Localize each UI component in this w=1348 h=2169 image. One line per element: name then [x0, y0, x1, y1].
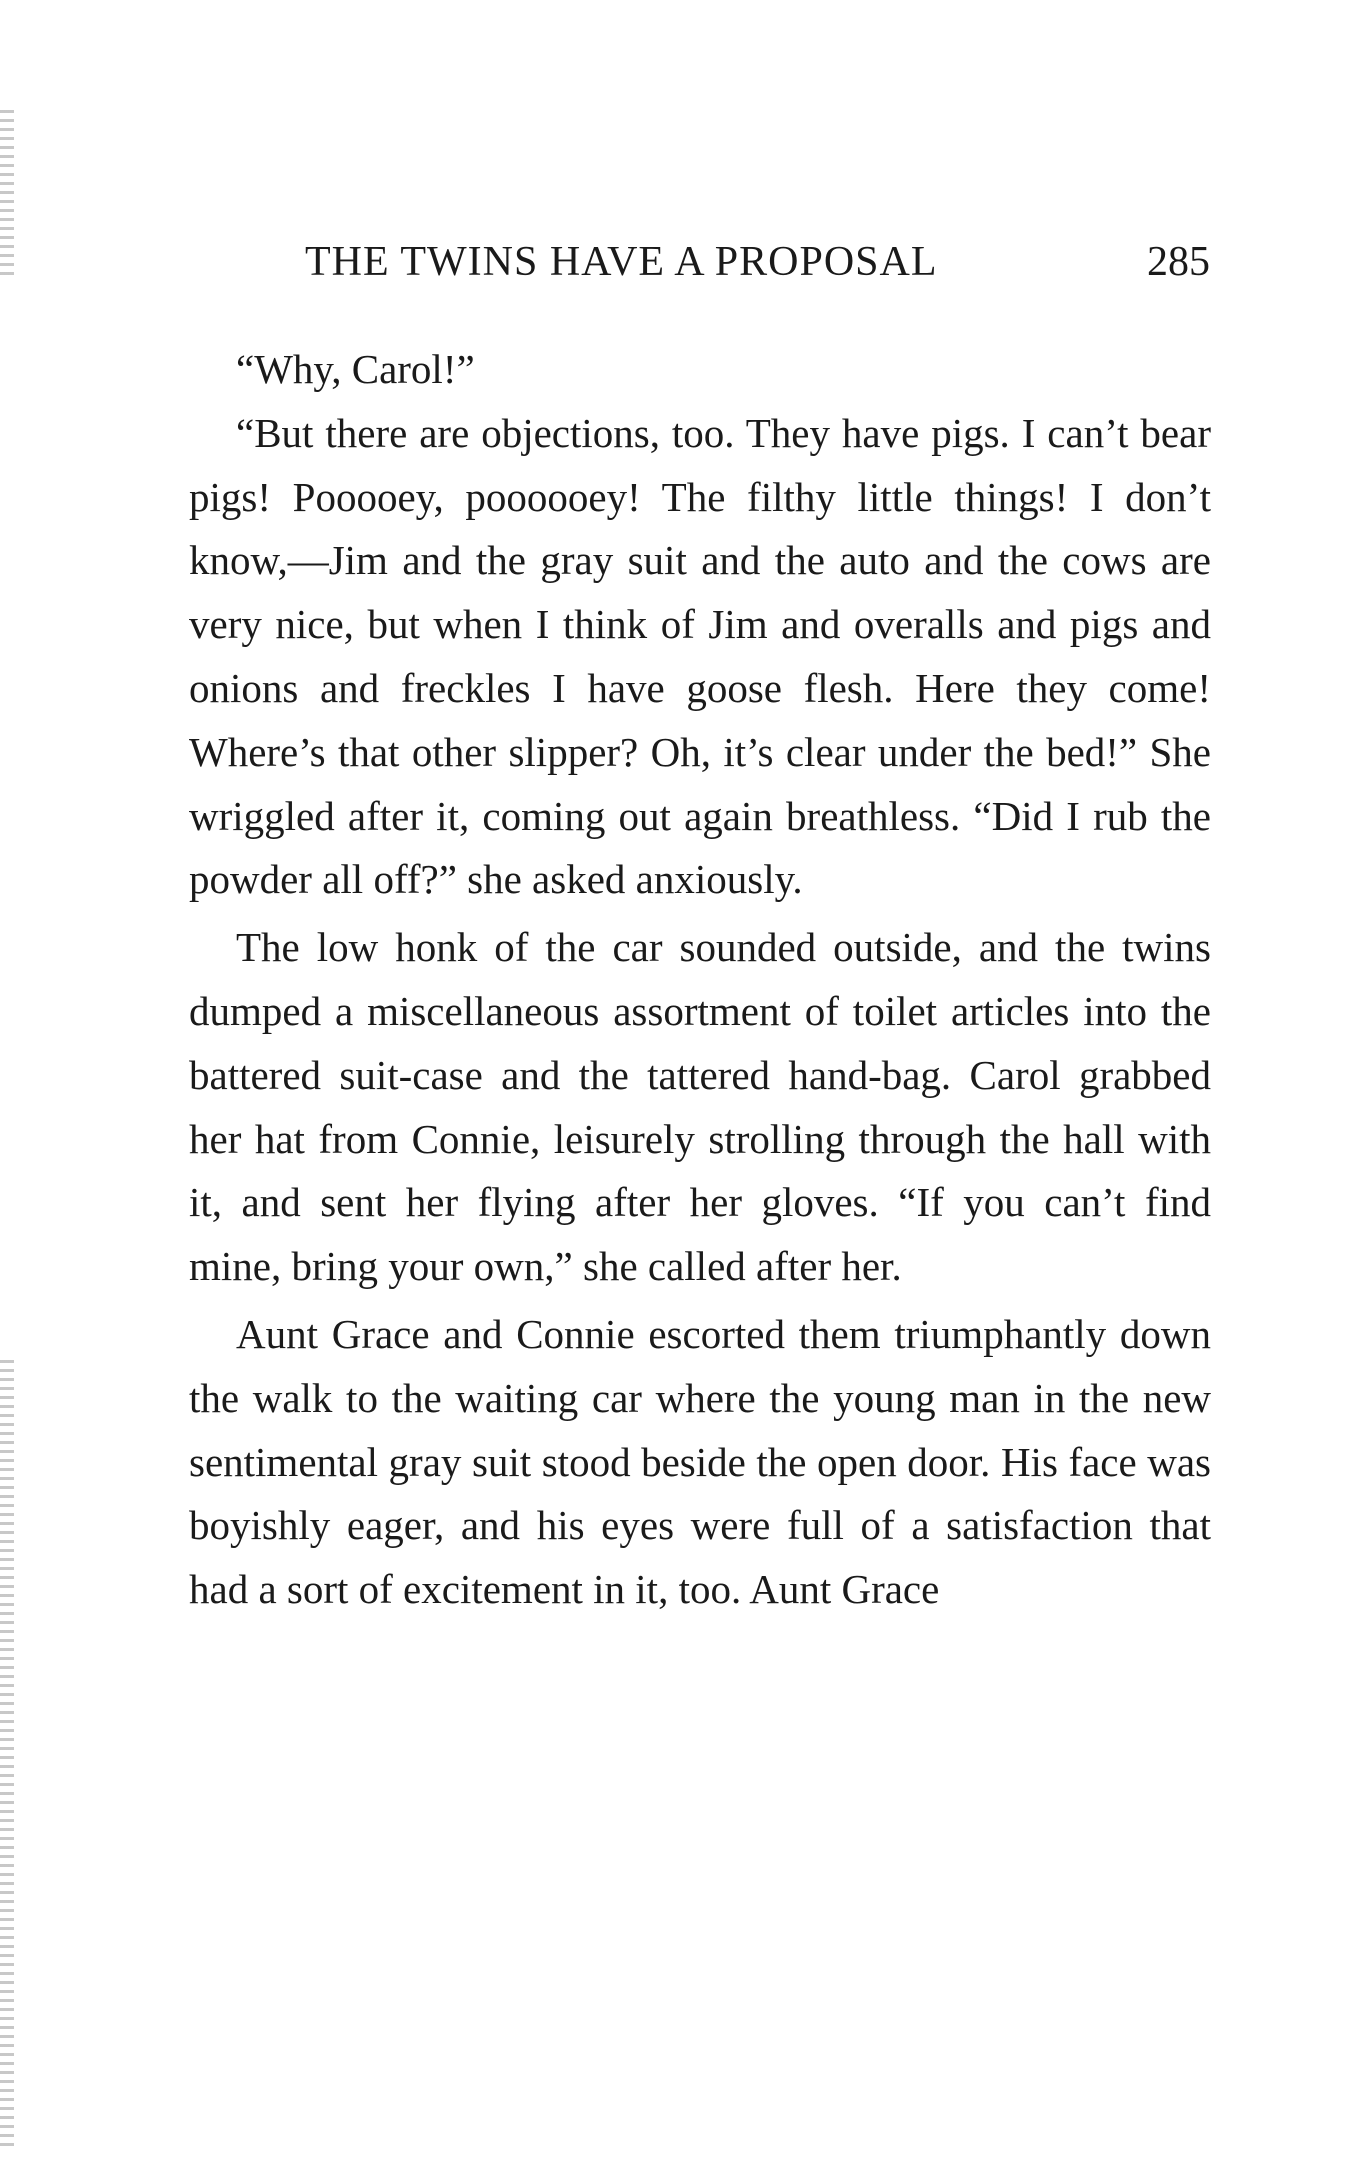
binding-edge-mark — [0, 110, 14, 280]
paragraph: The low honk of the car sounded outside, and the twins dumped a miscellaneous assortment of toilet articles into the battered suit-case and the tattered hand-bag. Carol grabbed her hat from Connie, leisurely strolling through the hall with it, and sent her flying after her gloves. “If you can’t find mine, bring your own,” she called after her. — [189, 924, 1211, 1290]
running-title: THE TWINS HAVE A PROPOSAL — [305, 239, 938, 285]
running-head — [305, 238, 1210, 298]
page-number: 285 — [1147, 239, 1210, 285]
body-text — [189, 338, 1211, 1622]
paragraph: “Why, Carol!” — [236, 346, 475, 392]
paragraph: Aunt Grace and Connie escorted them triumphantly down the walk to the waiting car where the young man in the new sentimental gray suit stood beside the open door. His face was boyishly eager, and his eyes were full of a satisfaction that had a sort of excitement in it, too. Aunt Grace — [189, 1310, 1211, 1613]
paragraph: “But there are objections, too. They have pigs. I can’t bear pigs! Pooooey, poooooey! The filthy little things! I don’t know,—Jim and the gray suit and the auto and the cows are very nice, but when I think of Jim and overalls and pigs and onions and freckles I have goose flesh. Here they come! Where’s that other slipper? Oh, it’s clear under the bed!” She wriggled after it, coming out again breathless. “Did I rub the powder all off?” she asked anxiously. — [189, 409, 1211, 903]
binding-edge-mark — [0, 1360, 14, 2150]
